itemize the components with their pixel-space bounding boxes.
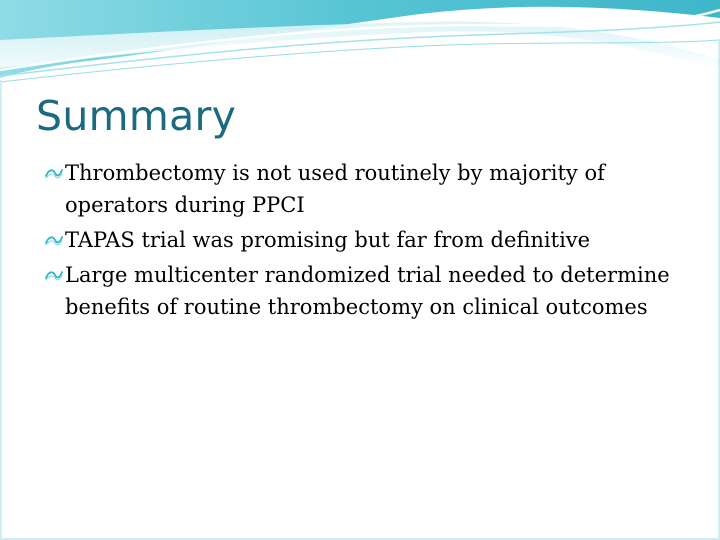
- bullet-text: Thrombectomy is not used routinely by majority of operators during PPCI: [65, 161, 605, 217]
- bullet-item: [44, 259, 684, 323]
- bullet-list: [44, 157, 684, 326]
- wave-bullet-icon: [44, 268, 64, 282]
- bullet-item: [44, 224, 684, 256]
- wave-bullet-icon: [44, 166, 64, 180]
- bullet-item: [44, 157, 684, 221]
- slide-title: Summary: [36, 92, 237, 140]
- bullet-text: Large multicenter randomized trial needed to determine benefits of routine thrombectomy on clinical outcomes: [65, 263, 670, 319]
- bullet-text: TAPAS trial was promising but far from definitive: [65, 228, 591, 252]
- wave-bullet-icon: [44, 233, 64, 247]
